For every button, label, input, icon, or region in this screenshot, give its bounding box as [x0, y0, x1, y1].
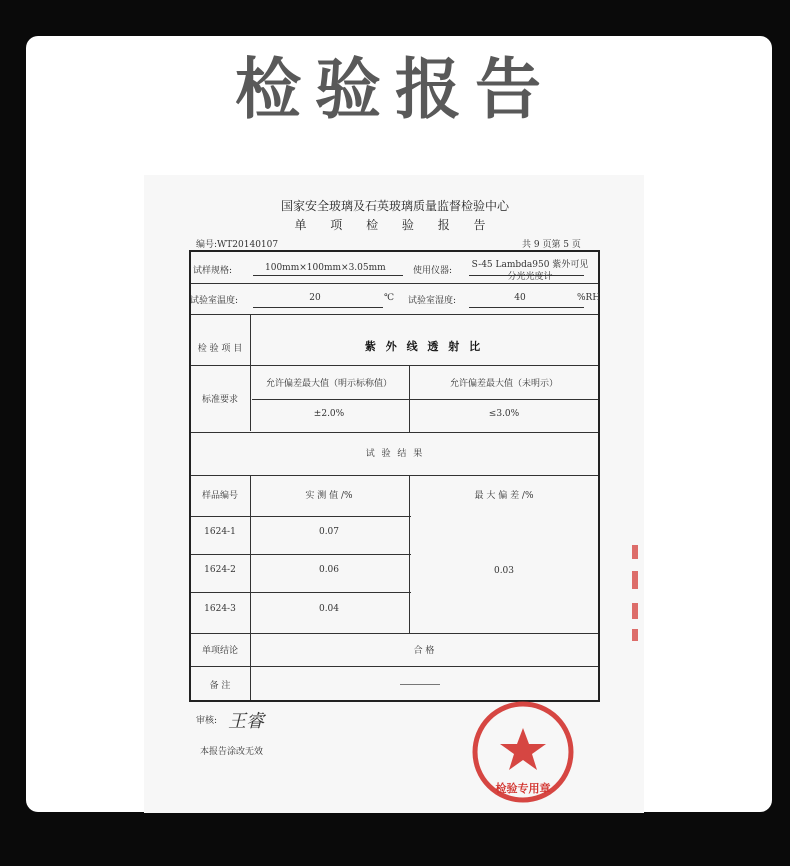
instrument-label: 使用仪器: — [413, 266, 453, 276]
max-dev-value: 0.03 — [493, 566, 515, 576]
report-title: 单 项 检 验 报 告 — [294, 218, 496, 232]
sample-no-header: 样品编号 — [201, 491, 238, 501]
reviewer-label: 审核: — [196, 716, 218, 726]
footer-note: 本报告涂改无效 — [200, 747, 264, 757]
page-title: 检验报告 — [235, 51, 555, 128]
sample-id: 1624-3 — [204, 604, 236, 614]
lab-temp-value: 20 — [309, 293, 321, 303]
sample-value: 0.06 — [318, 565, 340, 575]
std-col1-header: 允许偏差最大值（明示标称值） — [265, 379, 392, 389]
sample-value: 0.07 — [318, 527, 340, 537]
measured-header: 实 测 值 /% — [305, 491, 353, 501]
conclusion-label: 单项结论 — [201, 646, 238, 656]
std-col1-value: ±2.0% — [313, 409, 345, 419]
page-info: 共 9 页第 5 页 — [522, 240, 581, 250]
std-col2-header: 允许偏差最大值（未明示） — [449, 379, 558, 389]
sample-value: 0.04 — [318, 604, 340, 614]
standard-label: 标准要求 — [201, 395, 238, 405]
instrument-value-line2: 分光光度计 — [507, 272, 553, 282]
remarks-label: 备 注 — [209, 681, 231, 691]
std-col2-value: ≤3.0% — [488, 409, 520, 419]
sample-id: 1624-2 — [204, 565, 236, 575]
lab-humidity-value: 40 — [514, 293, 526, 303]
sample-id: 1624-1 — [204, 527, 236, 537]
lab-humidity-label: 试验室湿度: — [408, 296, 457, 306]
reviewer-signature: 王睿 — [228, 711, 264, 732]
max-dev-header: 最 大 偏 差 /% — [474, 491, 534, 501]
report-number: 编号:WT20140107 — [196, 240, 279, 250]
sample-spec-label: 试样规格: — [193, 266, 233, 276]
partial-seal-mark — [628, 545, 642, 645]
test-item-label: 检 验 项 目 — [197, 344, 243, 354]
lab-humidity-unit: %RH — [577, 293, 601, 303]
report-table — [189, 250, 600, 702]
lab-temp-label: 试验室温度: — [190, 296, 239, 306]
instrument-value-line1: S-45 Lambda950 紫外可见 — [471, 260, 589, 270]
conclusion-value: 合 格 — [413, 646, 435, 656]
lab-temp-unit: ℃ — [384, 293, 395, 303]
stamp-label: 检验专用章 — [495, 782, 551, 795]
sample-spec-value: 100mm×100mm×3.05mm — [265, 263, 386, 273]
test-item-value: 紫 外 线 透 射 比 — [364, 340, 484, 353]
remarks-dash — [400, 684, 440, 685]
results-label: 试 验 结 果 — [365, 449, 425, 459]
institution-name: 国家安全玻璃及石英玻璃质量监督检验中心 — [280, 199, 509, 213]
